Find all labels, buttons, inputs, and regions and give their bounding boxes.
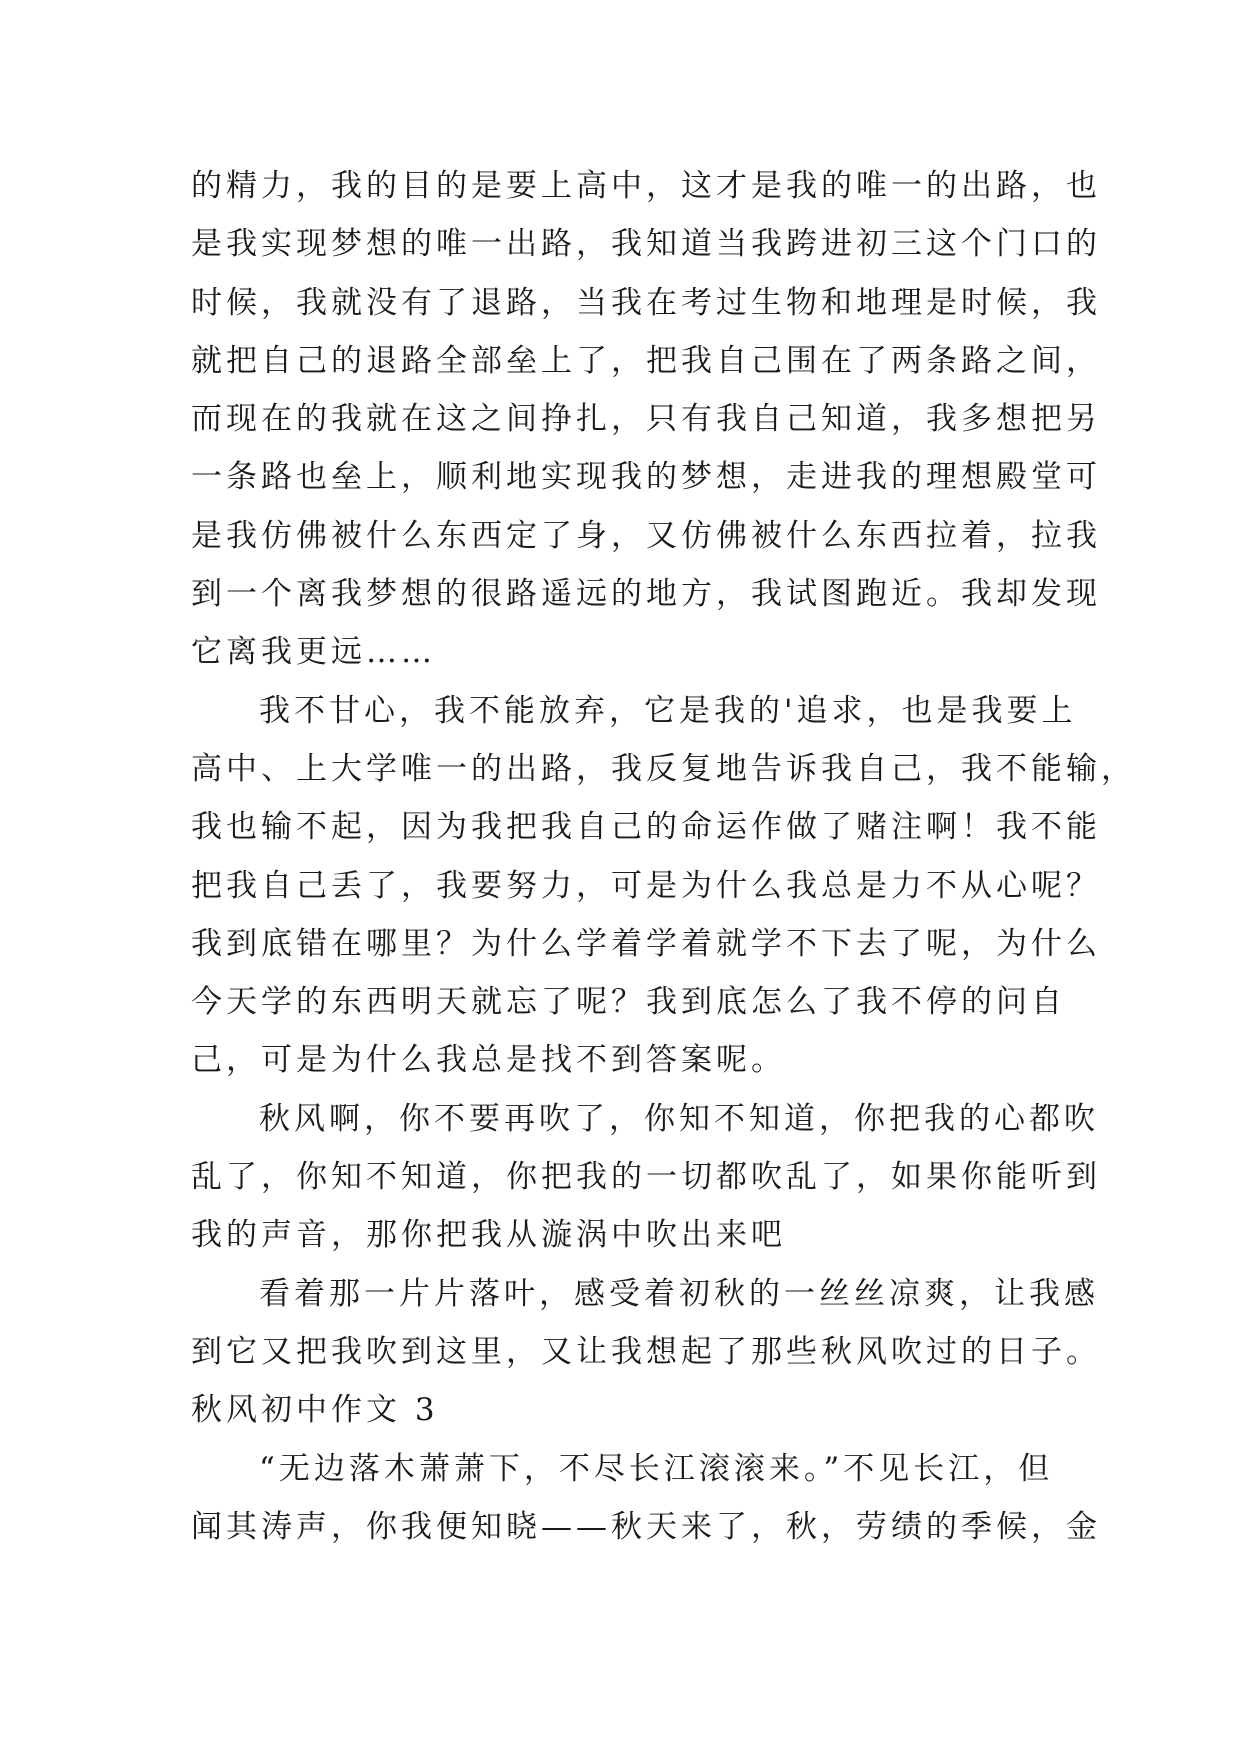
- text-line: 把我自己丢了，我要努力，可是为什么我总是力不从心呢？: [191, 867, 1101, 904]
- text-line: 是我实现梦想的唯一出路，我知道当我跨进初三这个门口的: [191, 226, 1101, 263]
- text-line: 就把自己的退路全部垒上了，把我自己围在了两条路之间，: [191, 342, 1101, 379]
- text-line: 我到底错在哪里？为什么学着学着就学不下去了呢，为什么: [191, 925, 1101, 962]
- text-line: 时候，我就没有了退路，当我在考过生物和地理是时候，我: [191, 284, 1101, 321]
- text-line: 到一个离我梦想的很路遥远的地方，我试图跑近。我却发现: [191, 576, 1101, 613]
- paragraph-start-line: 看着那一片片落叶，感受着初秋的一丝丝凉爽，让我感: [259, 1275, 1099, 1312]
- text-line: 我也输不起，因为我把我自己的命运作做了赌注啊！我不能: [191, 809, 1101, 846]
- text-line: 它离我更远……: [191, 634, 436, 671]
- text-line: 我的声音，那你把我从漩涡中吹出来吧: [191, 1217, 786, 1254]
- paragraph-start-line: 秋风啊，你不要再吹了，你知不知道，你把我的心都吹: [259, 1100, 1099, 1137]
- text-line: 乱了，你知不知道，你把我的一切都吹乱了，如果你能听到: [191, 1159, 1101, 1196]
- text-line: 的精力，我的目的是要上高中，这才是我的唯一的出路，也: [191, 168, 1101, 204]
- text-line: 一条路也垒上，顺利地实现我的梦想，走进我的理想殿堂可: [191, 459, 1101, 496]
- paragraph-start-line: 我不甘心，我不能放弃，它是我的'追求，也是我要上: [259, 692, 1077, 729]
- text-line: 是我仿佛被什么东西定了身，又仿佛被什么东西拉着，拉我: [191, 517, 1101, 554]
- text-line: 己，可是为什么我总是找不到答案呢。: [191, 1042, 786, 1079]
- text-line: 闻其涛声，你我便知晓——秋天来了，秋，劳绩的季候，金: [191, 1508, 1101, 1545]
- text-line: 而现在的我就在这之间挣扎，只有我自己知道，我多想把另: [191, 401, 1101, 438]
- text-line: 到它又把我吹到这里，又让我想起了那些秋风吹过的日子。: [191, 1333, 1101, 1370]
- text-line: 高中、上大学唯一的出路，我反复地告诉我自己，我不能输，: [191, 750, 1136, 787]
- text-line: 今天学的东西明天就忘了呢？我到底怎么了我不停的问自: [191, 984, 1066, 1021]
- document-body: [191, 157, 1136, 1556]
- paragraph-start-line: “无边落木萧萧下，不尽长江滚滚来。”不见长江，但: [259, 1450, 1054, 1487]
- section-heading: 秋风初中作文 3: [191, 1392, 439, 1429]
